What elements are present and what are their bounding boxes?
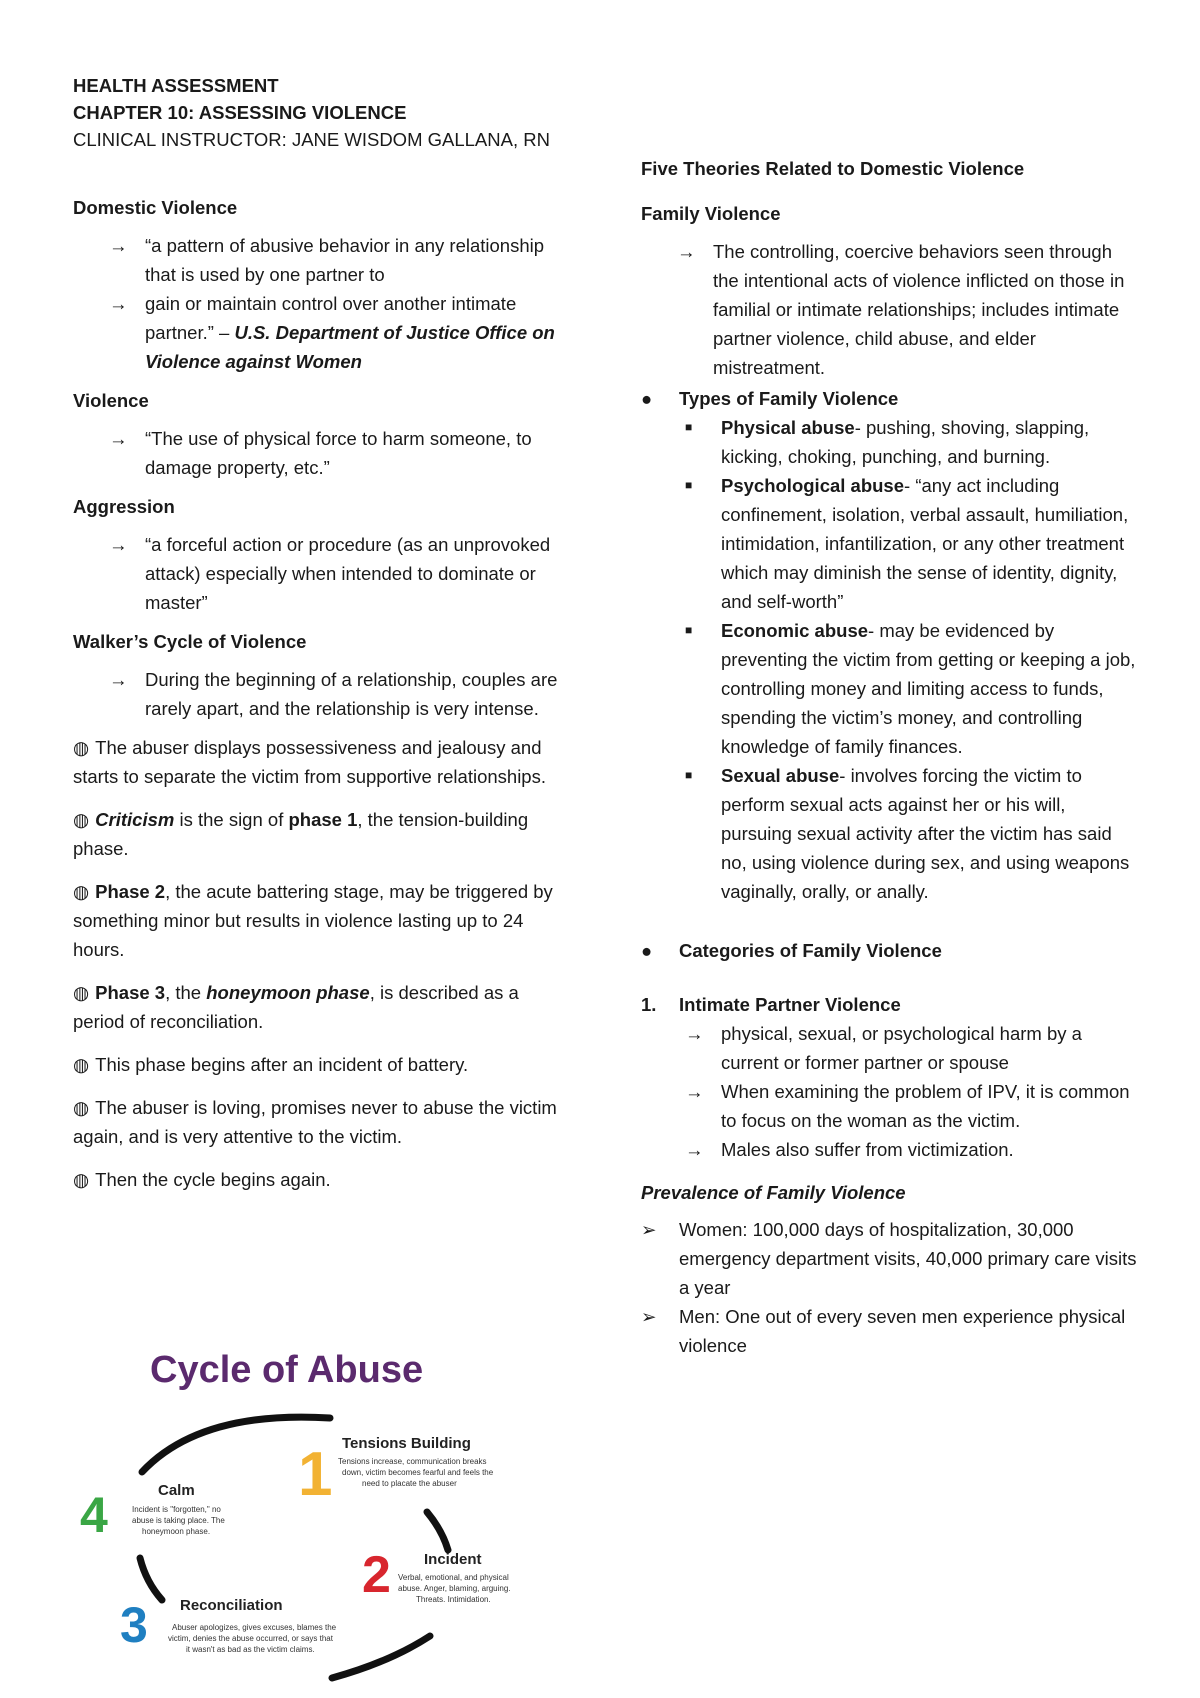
list-item: → When examining the problem of IPV, it is common to focus on the woman as the victim.	[641, 1077, 1141, 1135]
aggression-list	[73, 530, 573, 617]
aggression-heading: Aggression	[73, 496, 175, 517]
left-column	[73, 72, 573, 1208]
cycle-arc-left	[140, 1558, 162, 1600]
list-item: ■ Psychological abuse- “any act including confinement, isolation, verbal assault, humiliation, intimidation, infantilization, or any other treatment which may diminish the sense of identity, dignity, and self-worth”	[641, 471, 1141, 616]
ring-bullet-icon: ◍	[73, 1097, 90, 1118]
figure-title: Cycle of Abuse	[150, 1349, 424, 1391]
list-item: → “The use of physical force to harm someone, to damage property, etc.”	[73, 424, 573, 482]
stage-4-line: honeymoon phase.	[142, 1527, 211, 1536]
family-violence-list	[641, 237, 1141, 382]
stage-3-line: Abuser apologizes, gives excuses, blames the	[172, 1623, 337, 1632]
list-item: → gain or maintain control over another intimate partner.” – U.S. Department of Justice Office on Violence against Women	[73, 289, 573, 376]
violence-heading: Violence	[73, 390, 149, 411]
list-item: → Males also suffer from victimization.	[641, 1135, 1141, 1164]
stage-3-number: 3	[120, 1597, 148, 1653]
paragraph-loving: ◍ The abuser is loving, promises never to abuse the victim again, and is very attentive to the victim.	[73, 1097, 557, 1147]
ring-bullet-icon: ◍	[73, 1054, 90, 1075]
ring-bullet-icon: ◍	[73, 881, 90, 902]
square-bullet-icon: ■	[685, 420, 693, 434]
list-item: ■ Economic abuse- may be evidenced by preventing the victim from getting or keeping a job, controlling money and limiting access to funds, spending the victim’s money, and controlling knowledge of family finances.	[641, 616, 1141, 761]
walker-cycle-heading: Walker’s Cycle of Violence	[73, 631, 307, 652]
arrow-icon: →	[109, 669, 128, 690]
arrow-icon: →	[685, 1081, 704, 1102]
cycle-arc-bottom	[332, 1636, 430, 1678]
domestic-violence-list	[73, 231, 573, 376]
stage-1-title: Tensions Building	[342, 1435, 471, 1452]
stage-1-line: need to placate the abuser	[362, 1479, 457, 1488]
stage-4-line: abuse is taking place. The	[132, 1516, 225, 1525]
square-bullet-icon: ■	[685, 623, 693, 637]
square-bullet-icon: ■	[685, 478, 693, 492]
domestic-violence-heading: Domestic Violence	[73, 197, 238, 218]
list-item: → The controlling, coercive behaviors seen through the intentional acts of violence inflicted on those in familial or intimate relationships; includes intimate partner violence, child abuse, and elder mistreatment.	[641, 237, 1141, 382]
ipv-heading: Intimate Partner Violence	[679, 994, 901, 1015]
stage-3-title: Reconciliation	[180, 1597, 283, 1614]
stage-2-number: 2	[362, 1546, 391, 1604]
instructor-line: CLINICAL INSTRUCTOR: JANE WISDOM GALLANA, RN	[73, 129, 550, 150]
stage-2-title: Incident	[424, 1551, 482, 1568]
list-item: ➢ Men: One out of every seven men experience physical violence	[641, 1302, 1141, 1360]
prevalence-heading: Prevalence of Family Violence	[641, 1182, 906, 1203]
cycle-arc-right	[427, 1512, 448, 1550]
list-item: ➢ Women: 100,000 days of hospitalization, 30,000 emergency department visits, 40,000 primary care visits a year	[641, 1215, 1141, 1302]
stage-2-line: Threats. Intimidation.	[416, 1595, 491, 1604]
ring-bullet-icon: ◍	[73, 982, 90, 1003]
square-bullet-icon: ■	[685, 768, 693, 782]
stage-2-line: abuse. Anger, blaming, arguing.	[398, 1584, 511, 1593]
list-item: → physical, sexual, or psychological harm by a current or former partner or spouse	[641, 1019, 1141, 1077]
categories-heading-row	[641, 936, 1141, 965]
list-item: → “a forceful action or procedure (as an unprovoked attack) especially when intended to dominate or master”	[73, 530, 573, 617]
arrow-icon: →	[685, 1023, 704, 1044]
stage-3-line: it wasn't as bad as the victim claims.	[186, 1645, 315, 1654]
types-heading-row	[641, 384, 1141, 413]
doc-title: HEALTH ASSESSMENT	[73, 75, 279, 96]
paragraph-phase-1: ◍ Criticism is the sign of phase 1, the tension-building phase.	[73, 809, 529, 859]
stage-1-number: 1	[298, 1440, 333, 1509]
paragraph-possessiveness: ◍ The abuser displays possessiveness and jealousy and starts to separate the victim from supportive relationships.	[73, 737, 546, 787]
list-number: 1.	[641, 994, 657, 1015]
walker-cycle-list	[73, 665, 573, 723]
arrow-icon: →	[109, 235, 128, 256]
ring-bullet-icon: ◍	[73, 809, 90, 830]
arrow-icon: →	[677, 241, 696, 262]
citation-source: U.S. Department of Justice Office on Violence against Women	[145, 322, 555, 372]
stage-2-line: Verbal, emotional, and physical	[398, 1573, 509, 1582]
list-item: → “a pattern of abusive behavior in any relationship that is used by one partner to	[73, 231, 573, 289]
categories-heading: Categories of Family Violence	[679, 940, 942, 961]
cycle-of-abuse-figure	[80, 1340, 540, 1690]
list-item: → During the beginning of a relationship, couples are rarely apart, and the relationship is very intense.	[73, 665, 573, 723]
theories-heading: Five Theories Related to Domestic Violence	[641, 158, 1025, 179]
stage-4-number: 4	[80, 1487, 108, 1543]
ipv-heading-row	[641, 990, 1141, 1019]
arrow-icon: →	[109, 428, 128, 449]
chevron-right-icon: ➢	[641, 1219, 657, 1240]
stage-4-line: Incident is "forgotten," no	[132, 1505, 221, 1514]
bullet-icon: ●	[641, 940, 653, 961]
stage-3-line: victim, denies the abuse occurred, or says that	[168, 1634, 333, 1643]
ring-bullet-icon: ◍	[73, 1169, 90, 1190]
prevalence-list	[641, 1215, 1141, 1360]
stage-4-title: Calm	[158, 1482, 195, 1499]
stage-1-line: Tensions increase, communication breaks	[338, 1457, 487, 1466]
list-item: ■ Sexual abuse- involves forcing the victim to perform sexual acts against her or his will, pursuing sexual activity after the victim has said no, using violence during sex, and using weapons vaginally, orally, or anally.	[641, 761, 1141, 906]
paragraph-phase-3: ◍ Phase 3, the honeymoon phase, is described as a period of reconciliation.	[73, 982, 519, 1032]
paragraph-phase-2: ◍ Phase 2, the acute battering stage, may be triggered by something minor but results in violence lasting up to 24 hours.	[73, 881, 553, 960]
types-list	[641, 413, 1141, 906]
chapter-title: CHAPTER 10: ASSESSING VIOLENCE	[73, 102, 407, 123]
family-violence-heading: Family Violence	[641, 203, 781, 224]
ipv-list	[641, 1019, 1141, 1164]
ring-bullet-icon: ◍	[73, 737, 90, 758]
arrow-icon: →	[109, 534, 128, 555]
stage-1-line: down, victim becomes fearful and feels the	[342, 1468, 494, 1477]
types-heading: Types of Family Violence	[679, 388, 899, 409]
violence-list	[73, 424, 573, 482]
arrow-icon: →	[685, 1139, 704, 1160]
chevron-right-icon: ➢	[641, 1306, 657, 1327]
right-column	[641, 154, 1141, 1360]
paragraph-cycle-again: ◍ Then the cycle begins again.	[73, 1169, 331, 1190]
arrow-icon: →	[109, 293, 128, 314]
paragraph-battery: ◍ This phase begins after an incident of battery.	[73, 1054, 469, 1075]
bullet-icon: ●	[641, 388, 653, 409]
list-item: ■ Physical abuse- pushing, shoving, slapping, kicking, choking, punching, and burning.	[641, 413, 1141, 471]
